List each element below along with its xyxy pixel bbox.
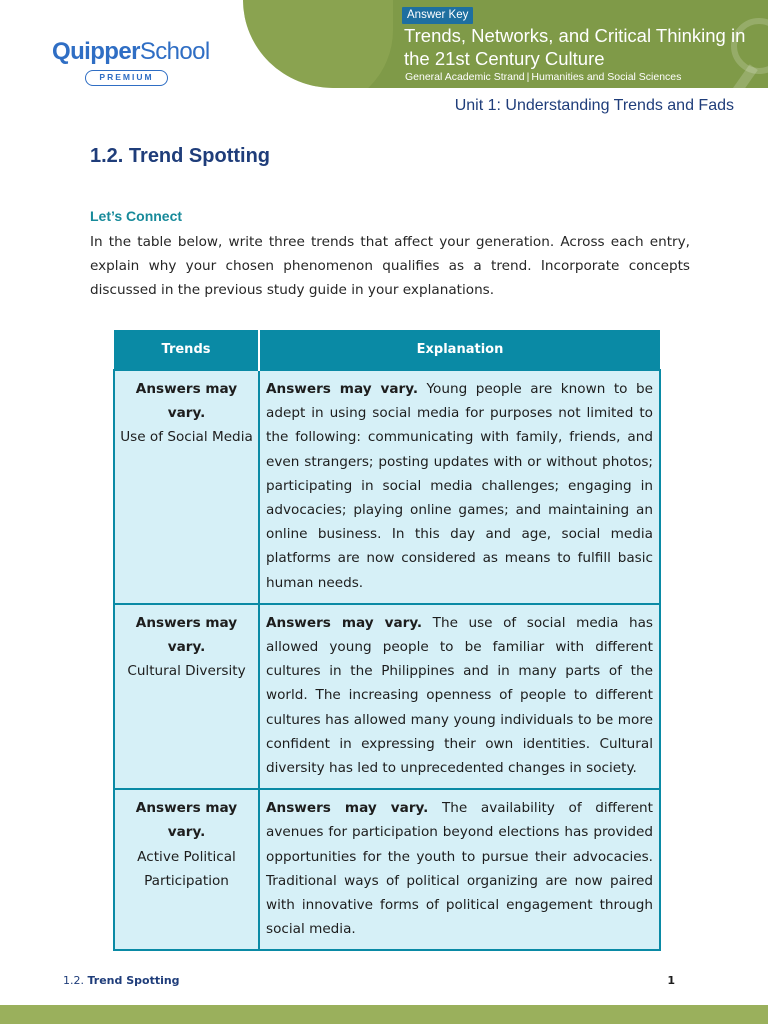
trend-name: Cultural Diversity: [127, 663, 246, 680]
table-row: [114, 370, 660, 604]
explanation-cell: [259, 370, 660, 604]
explanation-text: Young people are known to be adept in using social media for purposes not limited to the following: communicating with family, friends, and even strangers; posting updates with or without photos; participating in social media challenges; engaging in advocacies; playing online games; and maintaining an online business. In this day and age, social media platforms are now considered as means to fulfill basic human needs.: [266, 381, 654, 591]
section-title: 1.2. Trend Spotting: [90, 145, 271, 167]
strand-separator: |: [526, 71, 530, 83]
footer-section-number: 1.2.: [63, 974, 84, 987]
explanation-text: The use of social media has allowed young people to be familiar with different cultures in the Philippines and in many parts of the world. The increasing openness of people to different cultures has allowed many young individuals to be more confident in expressing their own identities. Cultural diversity has led to unprecedented changes in society.: [266, 614, 653, 777]
explanation-text: The availability of different avenues for participation beyond elections has provided opportunities for the youth to pursue their advocacies. Traditional ways of political organizing are now paired with innovative forms of political engagement through social media.: [266, 800, 654, 938]
trend-lead: Answers may vary.: [135, 800, 238, 841]
footer-section-name: Trend Spotting: [87, 974, 180, 987]
trend-lead: Answers may vary.: [135, 381, 238, 422]
logo-wordmark: [52, 38, 210, 66]
explanation-lead: Answers may vary.: [266, 381, 419, 397]
trends-table: [113, 330, 661, 951]
trend-cell: [114, 604, 259, 789]
logo-brand-part1: Quipper: [52, 38, 140, 65]
strand-line: [405, 71, 681, 84]
footer-section-label: [63, 973, 180, 989]
logo-brand-part2: School: [139, 38, 210, 65]
explanation-cell: [259, 789, 660, 950]
table-row: [114, 789, 660, 950]
unit-title: Unit 1: Understanding Trends and Fads: [454, 97, 734, 114]
track-label: Humanities and Social Sciences: [531, 71, 682, 83]
header-explanation: Explanation: [259, 330, 660, 370]
answer-key-badge: Answer Key: [402, 7, 473, 24]
explanation-lead: Answers may vary.: [266, 614, 423, 631]
trend-cell: [114, 789, 259, 950]
explanation-cell: [259, 604, 660, 789]
quipper-school-logo: [52, 38, 210, 82]
premium-badge: PREMIUM: [85, 70, 168, 86]
table-header-row: [114, 330, 660, 370]
table-row: [114, 604, 660, 789]
footer-bar: [0, 1005, 768, 1024]
trend-name: Active Political Participation: [137, 848, 236, 889]
trend-lead: Answers may vary.: [135, 614, 238, 656]
page-number: 1: [667, 974, 675, 987]
intro-paragraph: In the table below, write three trends that affect your generation. Across each entry, explain why your chosen phenomenon qualifies as a trend. Incorporate concepts discussed in the previous study guide in your explanations.: [90, 234, 690, 298]
course-title: Trends, Networks, and Critical Thinking in the 21st Century Culture: [404, 25, 746, 69]
lets-connect-heading: Let’s Connect: [90, 208, 183, 224]
strand-label: General Academic Strand: [405, 71, 525, 83]
trend-name: Use of Social Media: [120, 429, 253, 446]
explanation-lead: Answers may vary.: [266, 800, 429, 817]
header-trends: Trends: [114, 330, 259, 370]
trend-cell: [114, 370, 259, 604]
